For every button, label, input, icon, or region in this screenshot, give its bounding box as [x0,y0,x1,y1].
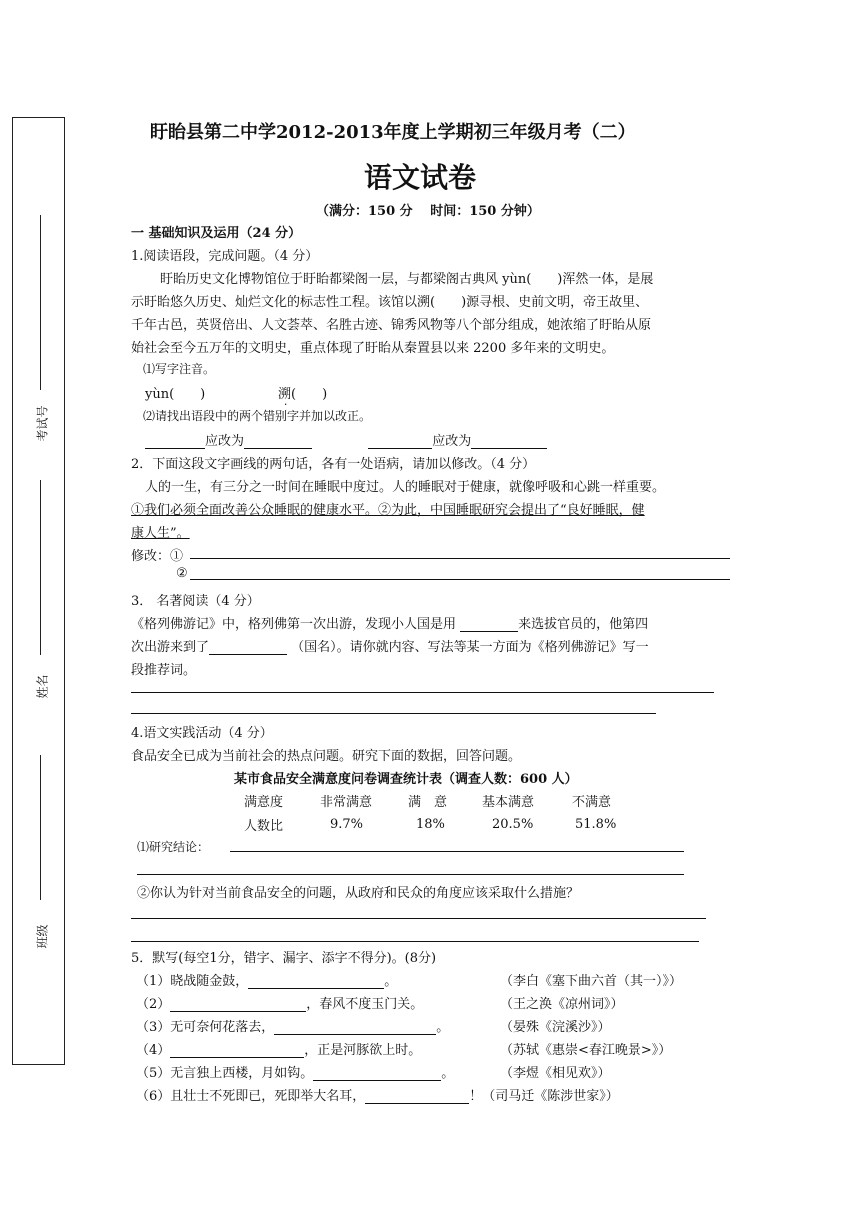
q1-sub1: ⑴写字注音。 [143,362,216,376]
q5-item-2-post: ，春风不度玉门关。 [306,997,424,1012]
table-header-cell: 满 意 [408,795,448,810]
exam-no-line [40,215,41,390]
q4-sub1: ⑴研究结论： [137,840,210,854]
q5-item-3 [136,1016,449,1035]
q3-text-1b: 来选拔官员的，他第四 [518,617,649,632]
table-cell: 51.8% [575,817,617,832]
subject-title: 语文试卷 [364,161,477,194]
q3-answer-line-2[interactable] [131,713,656,714]
q5-item-6-pre: （6）且壮士不死即已，死即举大名耳， [136,1089,366,1104]
q2-para-line1: 人的一生，有三分之一时间在睡眠中度过。人的睡眠对于健康，就像呼吸和心跳一样重要。 [145,480,666,495]
q1-title: 1.阅读语段，完成问题。（4 分） [131,249,319,264]
table-cell: 20.5% [492,817,534,832]
q3-text-1a: 《格列佛游记》中，格列佛第一次出游，发现小人国是用 [131,617,461,632]
name-line [40,480,41,655]
q5-item-6-post: ！（司马迁《陈涉世家》） [469,1089,619,1104]
q5-blank-2[interactable] [170,997,306,1012]
q2-fix-label-2: ② [176,566,188,581]
table-cell: 人数比 [244,819,284,834]
q1-para-line3: 千年古邑，英贤倍出、人文荟萃、名胜古迹、锦秀风物等八个部分组成，她浓缩了盱眙从原 [131,318,652,333]
q2-fix-label-1: 修改：① [131,549,184,564]
q3-blank-2[interactable] [209,640,287,655]
table-cell: 9.7% [330,817,364,832]
q3-para-line1 [131,613,648,632]
exam-no-label: 考试号 [35,405,50,442]
q3-answer-line-1[interactable] [131,692,714,693]
q5-source-3: （晏殊《浣溪沙》） [500,1020,611,1035]
table-header-cell: 基本满意 [482,795,535,810]
q3-text-2a: 次出游来到了 [131,640,210,655]
q1-para-line1: 盱眙历史文化博物馆位于盱眙都梁阁一层，与都梁阁古典风 yùn( )浑然一体，是展 [160,272,654,287]
school-title: 盱眙县第二中学2012-2013年度上学期初三年级月考（二） [150,122,636,143]
score-time: （满分：150 分 时间：150 分钟） [316,204,540,219]
q3-para-line3: 段推荐词。 [131,663,197,678]
q4-answer-line-2[interactable] [137,874,684,875]
table-header-cell: 非常满意 [320,795,373,810]
q4-sub2: ②你认为针对当前食品安全的问题，从政府和民众的角度应该采取什么措施？ [137,886,580,901]
q5-item-4-post: ，正是河豚欲上时。 [304,1043,422,1058]
q1-sub2: ⑵请找出语段中的两个错别字并加以改正。 [143,409,372,423]
q5-source-2: （王之涣《凉州词》） [500,997,624,1012]
q2-title: 2．下面这段文字画线的两句话，各有一处语病，请加以修改。（4 分） [131,457,536,472]
q1-correct-1-blank[interactable] [244,434,312,449]
q5-item-6 [136,1085,619,1104]
q3-para-line2 [131,636,649,655]
q1-fix-row [145,430,547,449]
table-header-cell: 满意度 [244,795,284,810]
q5-item-2-pre: （2） [136,997,171,1012]
q1-wrong-2-blank[interactable] [368,434,432,449]
q2-answer-line-1[interactable] [190,558,730,559]
q3-text-2b: （国名）。请你就内容、写法等某一方面为《格列佛游记》写一 [287,640,649,655]
q5-blank-4[interactable] [170,1043,304,1058]
section-heading: 一 基础知识及运用（24 分） [131,226,302,241]
q2-para-line2: ①我们必须全面改善公众睡眠的健康水平。②为此，中国睡眠研究会提出了“良好睡眠，健 [131,503,645,518]
q5-item-3-pre: （3）无可奈何花落去， [136,1020,275,1035]
q5-item-5-post: 。 [441,1066,455,1081]
class-line [40,755,41,900]
q4-answer-line-1[interactable] [230,851,684,852]
q5-item-4-pre: （4） [136,1043,171,1058]
q5-title: 5．默写(每空1分，错字、漏字、添字不得分)。(8分) [131,951,437,966]
q3-blank-1[interactable] [460,617,518,632]
q1-pinyin-b-char: 溯 [278,387,292,402]
q1-correct-2-blank[interactable] [471,434,547,449]
q2-answer-line-2[interactable] [190,579,730,580]
name-label: 姓名 [35,674,50,699]
q5-item-5 [136,1062,454,1081]
q5-item-1-pre: （1）晓战随金鼓， [136,974,249,989]
q5-blank-3[interactable] [274,1020,436,1035]
q4-answer-line-3[interactable] [131,918,706,919]
q5-item-5-pre: （5）无言独上西楼，月如钩。 [136,1066,314,1081]
q1-pinyin-a: yùn( ) [145,387,206,402]
table-cell: 18% [416,817,445,832]
q2-para-line3: 康人生”。 [131,526,190,541]
q5-source-1: （李白《塞下曲六首（其一）》） [500,974,683,989]
q3-title: 3． 名著阅读（4 分） [131,594,260,609]
q5-item-2 [136,993,423,1012]
q5-blank-1[interactable] [248,974,384,989]
q4-answer-line-4[interactable] [131,941,699,942]
q1-pinyin-b-rest: ( ) [291,387,328,402]
q1-para-line2: 示盱眙悠久历史、灿烂文化的标志性工程。该馆以溯( )源寻根、史前文明，帝王故里、 [131,295,649,310]
q5-item-1-post: 。 [384,974,398,989]
q5-source-4: （苏轼《惠崇<春江晚景>》） [500,1043,672,1058]
q1-fix-label-2: 应改为 [432,434,472,449]
q4-table-title: 某市食品安全满意度问卷调查统计表（调查人数：600 人） [234,772,578,787]
q5-blank-6[interactable] [365,1089,469,1104]
q4-intro: 食品安全已成为当前社会的热点问题。研究下面的数据，回答问题。 [131,749,522,764]
q4-title: 4.语文实践活动（4 分） [131,726,273,741]
q5-item-1 [136,970,397,989]
q1-para-line4: 始社会至今五万年的文明史，重点体现了盱眙从秦置县以来 2200 多年来的文明史。 [131,341,615,356]
q1-fix-label-1: 应改为 [205,434,245,449]
q5-blank-5[interactable] [313,1066,441,1081]
q1-pinyin-b [278,383,327,402]
table-header-cell: 不满意 [572,795,612,810]
q5-item-3-post: 。 [436,1020,450,1035]
q1-wrong-1-blank[interactable] [145,434,205,449]
class-label: 班级 [35,924,50,949]
q5-source-5: （李煜《相见欢》） [500,1066,611,1081]
binding-margin [12,117,65,1065]
q5-item-4 [136,1039,421,1058]
